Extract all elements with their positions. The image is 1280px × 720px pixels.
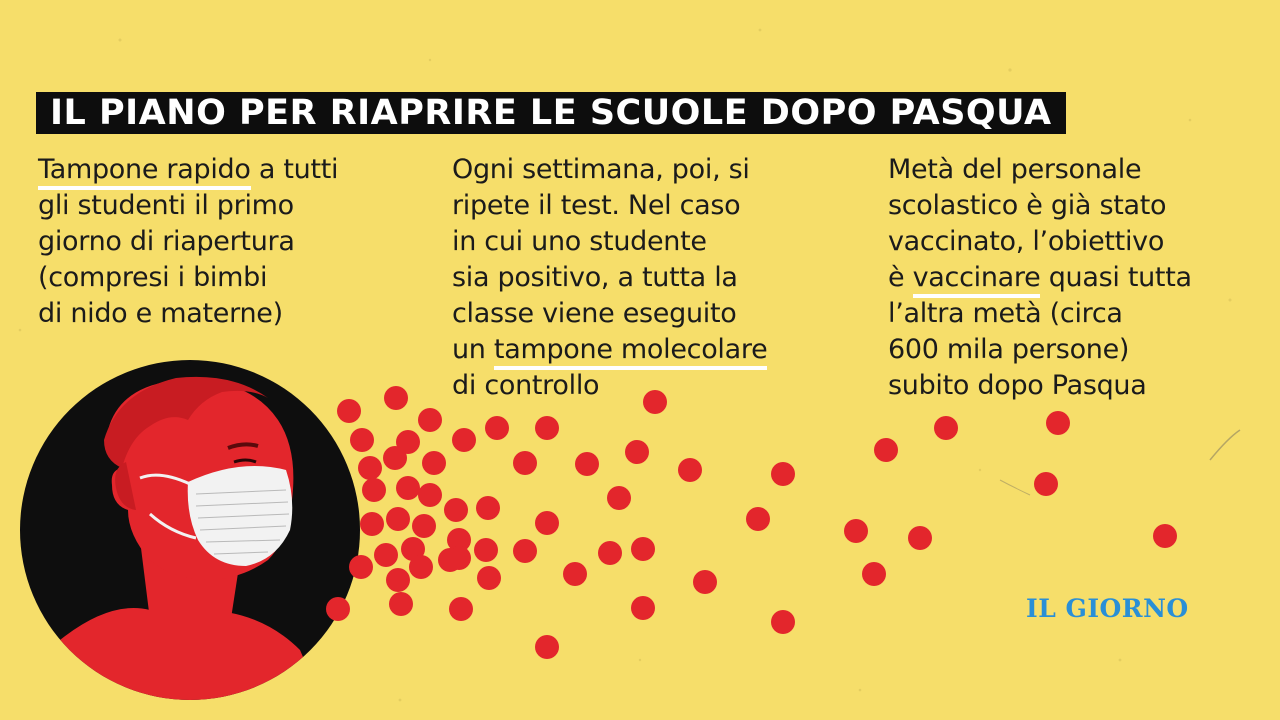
droplet-dot	[631, 596, 655, 620]
text-line: l’altra metà (circa	[888, 298, 1123, 329]
droplet-dot	[477, 566, 501, 590]
droplet-dot	[598, 541, 622, 565]
droplet-dot	[631, 537, 655, 561]
text-line: di controllo	[452, 370, 600, 401]
text-fragment: un	[452, 334, 494, 365]
droplet-dot	[1034, 472, 1058, 496]
droplet-dot	[844, 519, 868, 543]
droplet-dot	[418, 483, 442, 507]
text-line: classe viene eseguito	[452, 298, 737, 329]
title-banner	[36, 92, 1066, 134]
text-fragment: a tutti	[250, 154, 339, 185]
text-line: vaccinato, l’obiettivo	[888, 226, 1165, 257]
droplet-dot	[350, 428, 374, 452]
droplet-dot	[360, 512, 384, 536]
droplet-dot	[418, 408, 442, 432]
text-line: 600 mila persone)	[888, 334, 1130, 365]
text-line: subito dopo Pasqua	[888, 370, 1147, 401]
droplet-dot	[386, 568, 410, 592]
droplet-dot	[396, 476, 420, 500]
droplet-dot	[535, 416, 559, 440]
droplet-dot	[362, 478, 386, 502]
masked-student-illustration	[0, 360, 1280, 720]
text-line: di nido e materne)	[38, 298, 283, 329]
text-line: (compresi i bimbi	[38, 262, 268, 293]
droplet-dot	[374, 543, 398, 567]
droplet-dot	[513, 539, 537, 563]
text-line: sia positivo, a tutta la	[452, 262, 738, 293]
droplet-dot	[1153, 524, 1177, 548]
text-fragment: quasi tutta	[1040, 262, 1192, 293]
text-line	[38, 152, 338, 188]
droplet-dot	[625, 440, 649, 464]
droplet-dot	[678, 458, 702, 482]
droplet-dot	[607, 486, 631, 510]
droplet-dot	[535, 511, 559, 535]
text-line: scolastico è già stato	[888, 190, 1167, 221]
droplet-dot	[485, 416, 509, 440]
brand-logo: IL GIORNO	[1026, 594, 1189, 623]
droplet-dot	[412, 514, 436, 538]
text-line: Ogni settimana, poi, si	[452, 154, 750, 185]
droplet-dot	[513, 451, 537, 475]
droplet-dot	[386, 507, 410, 531]
highlight-molecular-test: tampone molecolare	[494, 334, 767, 370]
droplet-dot	[1046, 411, 1070, 435]
droplet-dot	[771, 610, 795, 634]
highlight-rapid-test: Tampone rapido	[38, 154, 251, 190]
column-rapid-test	[38, 152, 338, 332]
droplet-dot	[337, 399, 361, 423]
droplet-dot	[383, 446, 407, 470]
droplet-dot	[358, 456, 382, 480]
text-fragment: è	[888, 262, 913, 293]
droplet-dot	[693, 570, 717, 594]
droplet-dot	[474, 538, 498, 562]
droplet-dot	[384, 386, 408, 410]
droplet-dot	[409, 555, 433, 579]
droplet-dot	[771, 462, 795, 486]
text-line: giorno di riapertura	[38, 226, 295, 257]
droplet-dot	[422, 451, 446, 475]
droplet-dot	[535, 635, 559, 659]
droplet-dot	[452, 428, 476, 452]
droplet-dot	[563, 562, 587, 586]
text-line: Metà del personale	[888, 154, 1142, 185]
droplet-dot	[746, 507, 770, 531]
droplet-dot	[874, 438, 898, 462]
text-line: in cui uno studente	[452, 226, 707, 257]
droplet-dot	[476, 496, 500, 520]
droplet-dot	[934, 416, 958, 440]
text-line: ripete il test. Nel caso	[452, 190, 741, 221]
text-line: gli studenti il primo	[38, 190, 294, 221]
droplet-dot	[449, 597, 473, 621]
page-title: IL PIANO PER RIAPRIRE LE SCUOLE DOPO PASQUA	[50, 93, 1052, 133]
droplet-dot	[438, 548, 462, 572]
droplet-dot	[862, 562, 886, 586]
highlight-vaccinate: vaccinare	[913, 262, 1041, 298]
droplet-dot	[575, 452, 599, 476]
droplet-dot	[326, 597, 350, 621]
droplet-dot	[908, 526, 932, 550]
droplet-dot	[349, 555, 373, 579]
text-line	[888, 260, 1192, 296]
droplet-dot	[389, 592, 413, 616]
droplet-dot	[444, 498, 468, 522]
droplet-dot	[643, 390, 667, 414]
